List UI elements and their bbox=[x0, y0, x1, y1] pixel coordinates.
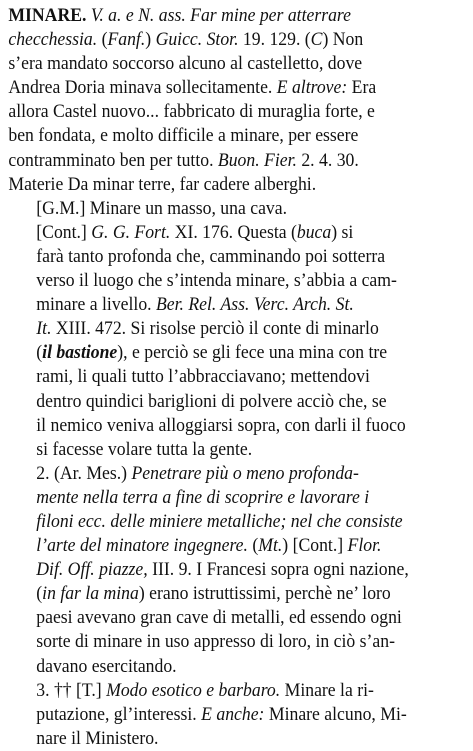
paragraph-cont bbox=[8, 221, 464, 462]
text-run: ( bbox=[36, 342, 43, 364]
text-line bbox=[8, 341, 464, 365]
text-line bbox=[8, 414, 464, 438]
text-line bbox=[8, 703, 464, 727]
text-run: il nemico veniva alloggiarsi sopra, con darli il fuoco bbox=[36, 414, 406, 436]
text-run: [G.M.] Minare un masso, una cava. bbox=[36, 197, 288, 219]
text-run: sorte di minare in uso appresso di loro, in ciò s’an- bbox=[36, 631, 396, 653]
text-run: il bastione bbox=[42, 342, 118, 364]
text-line bbox=[8, 149, 464, 173]
text-run: Ber. Rel. Ass. Verc. Arch. St. bbox=[155, 294, 354, 316]
text-run: rami, li quali tutto l’abbracciavano; mettendovi bbox=[36, 366, 370, 388]
text-run: si facesse volare tutta la gente. bbox=[36, 438, 253, 460]
text-run: ) erano istruttissimi, perchè ne’ loro bbox=[138, 583, 391, 605]
text-run: nare il Ministero. bbox=[36, 727, 159, 749]
text-run: Era bbox=[347, 77, 377, 99]
text-run: 3. †† [T.] bbox=[36, 679, 107, 701]
text-run: Fanf. bbox=[107, 29, 146, 51]
text-line bbox=[8, 462, 464, 486]
text-run: C bbox=[310, 29, 323, 51]
text-run: [Cont.] bbox=[36, 221, 92, 243]
text-run: 19. 129. ( bbox=[238, 29, 311, 51]
text-run: ), e perciò se gli fece una mina con tre bbox=[117, 342, 388, 364]
text-run: V. a. e N. ass. Far mine per atterrare bbox=[90, 5, 351, 26]
text-run: ) si bbox=[331, 221, 354, 243]
text-line bbox=[8, 293, 464, 317]
text-run: MINARE. bbox=[8, 5, 91, 26]
sense-3-paragraph bbox=[8, 679, 464, 751]
text-run: XIII. 472. Si risolse perciò il conte di minarlo bbox=[51, 318, 379, 340]
text-run: E altrove: bbox=[276, 77, 348, 99]
text-run: E anche: bbox=[201, 703, 265, 725]
text-run: dentro quindici bariglioni di polvere acciò che, se bbox=[36, 390, 387, 412]
text-line bbox=[8, 510, 464, 534]
sense-2-paragraph bbox=[8, 462, 464, 679]
text-run: Modo esotico e barbaro. bbox=[106, 679, 281, 701]
text-run: G. G. Fort. bbox=[91, 221, 171, 243]
text-line bbox=[8, 679, 464, 703]
text-run: verso il luogo che s’intenda minare, s’abbia a cam- bbox=[36, 270, 397, 292]
text-line bbox=[8, 221, 464, 245]
text-run: contramminato ben per tutto. bbox=[8, 149, 218, 171]
text-run: Flor. bbox=[347, 535, 382, 557]
text-run: 2. 4. 30. bbox=[296, 149, 359, 171]
text-line bbox=[8, 486, 464, 510]
text-run: checchessia. bbox=[8, 29, 102, 51]
text-line bbox=[8, 100, 464, 124]
text-run: allora Castel nuovo... fabbricato di muraglia forte, e bbox=[8, 101, 375, 123]
text-run: s’era mandato soccorso alcuno al castelletto, dove bbox=[8, 53, 363, 75]
text-line bbox=[8, 4, 464, 28]
text-run: l’arte del minatore ingegnere. bbox=[36, 535, 248, 557]
text-run: ) Non bbox=[322, 29, 364, 51]
text-run: in far la mina bbox=[42, 583, 139, 605]
text-line bbox=[8, 124, 464, 148]
text-run: ) bbox=[145, 29, 156, 51]
text-run: buca bbox=[296, 221, 332, 243]
text-run: Guicc. Stor. bbox=[155, 29, 239, 51]
text-run: ben fondata, e molto difficile a minare, per essere bbox=[8, 125, 359, 147]
text-line bbox=[8, 727, 464, 751]
text-run: Dif. Off. piazze, bbox=[36, 559, 148, 581]
text-line bbox=[8, 365, 464, 389]
text-line bbox=[8, 438, 464, 462]
text-line bbox=[8, 28, 464, 52]
text-line bbox=[8, 558, 464, 582]
text-line bbox=[8, 534, 464, 558]
text-run: paesi avevano gran cave di metalli, ed essendo ogni bbox=[36, 607, 402, 629]
text-run: Minare la ri- bbox=[280, 679, 374, 701]
text-run: mente nella terra a fine di scoprire e lavorare i bbox=[36, 486, 370, 508]
entry-paragraph bbox=[8, 4, 464, 197]
text-line bbox=[8, 630, 464, 654]
text-run: ) [Cont.] bbox=[282, 535, 348, 557]
text-line bbox=[8, 245, 464, 269]
text-run: III. 9. I Francesi sopra ogni nazione, bbox=[147, 559, 409, 581]
text-run: 2. (Ar. Mes.) bbox=[36, 462, 132, 484]
text-line bbox=[8, 582, 464, 606]
text-line bbox=[8, 606, 464, 630]
text-run: minare a livello. bbox=[36, 294, 156, 316]
text-line bbox=[8, 390, 464, 414]
paragraph-gm bbox=[8, 197, 464, 221]
text-line bbox=[8, 269, 464, 293]
text-run: It. bbox=[36, 318, 52, 340]
text-run: ( bbox=[247, 535, 259, 557]
text-run: Buon. Fier. bbox=[217, 149, 297, 171]
text-line bbox=[8, 76, 464, 100]
text-line bbox=[8, 197, 464, 221]
text-run: ( bbox=[101, 29, 108, 51]
text-line bbox=[8, 173, 464, 197]
text-run: Minare alcuno, Mi- bbox=[264, 703, 407, 725]
text-line bbox=[8, 317, 464, 341]
text-run: filoni ecc. delle miniere metalliche; nel che consiste bbox=[36, 510, 403, 532]
text-run: ( bbox=[36, 583, 43, 605]
text-run: farà tanto profonda che, camminando poi sotterra bbox=[36, 245, 386, 267]
text-run: davano esercitando. bbox=[36, 655, 177, 677]
text-run: Andrea Doria minava sollecitamente. bbox=[8, 77, 277, 99]
text-run: Materie Da minar terre, far cadere alberghi. bbox=[8, 173, 317, 195]
text-run: putazione, gl’interessi. bbox=[36, 703, 202, 725]
text-run: XI. 176. Questa ( bbox=[170, 221, 297, 243]
text-run: Penetrare più o meno profonda- bbox=[131, 462, 359, 484]
text-line bbox=[8, 52, 464, 76]
text-line bbox=[8, 655, 464, 679]
text-run: Mt. bbox=[258, 535, 283, 557]
